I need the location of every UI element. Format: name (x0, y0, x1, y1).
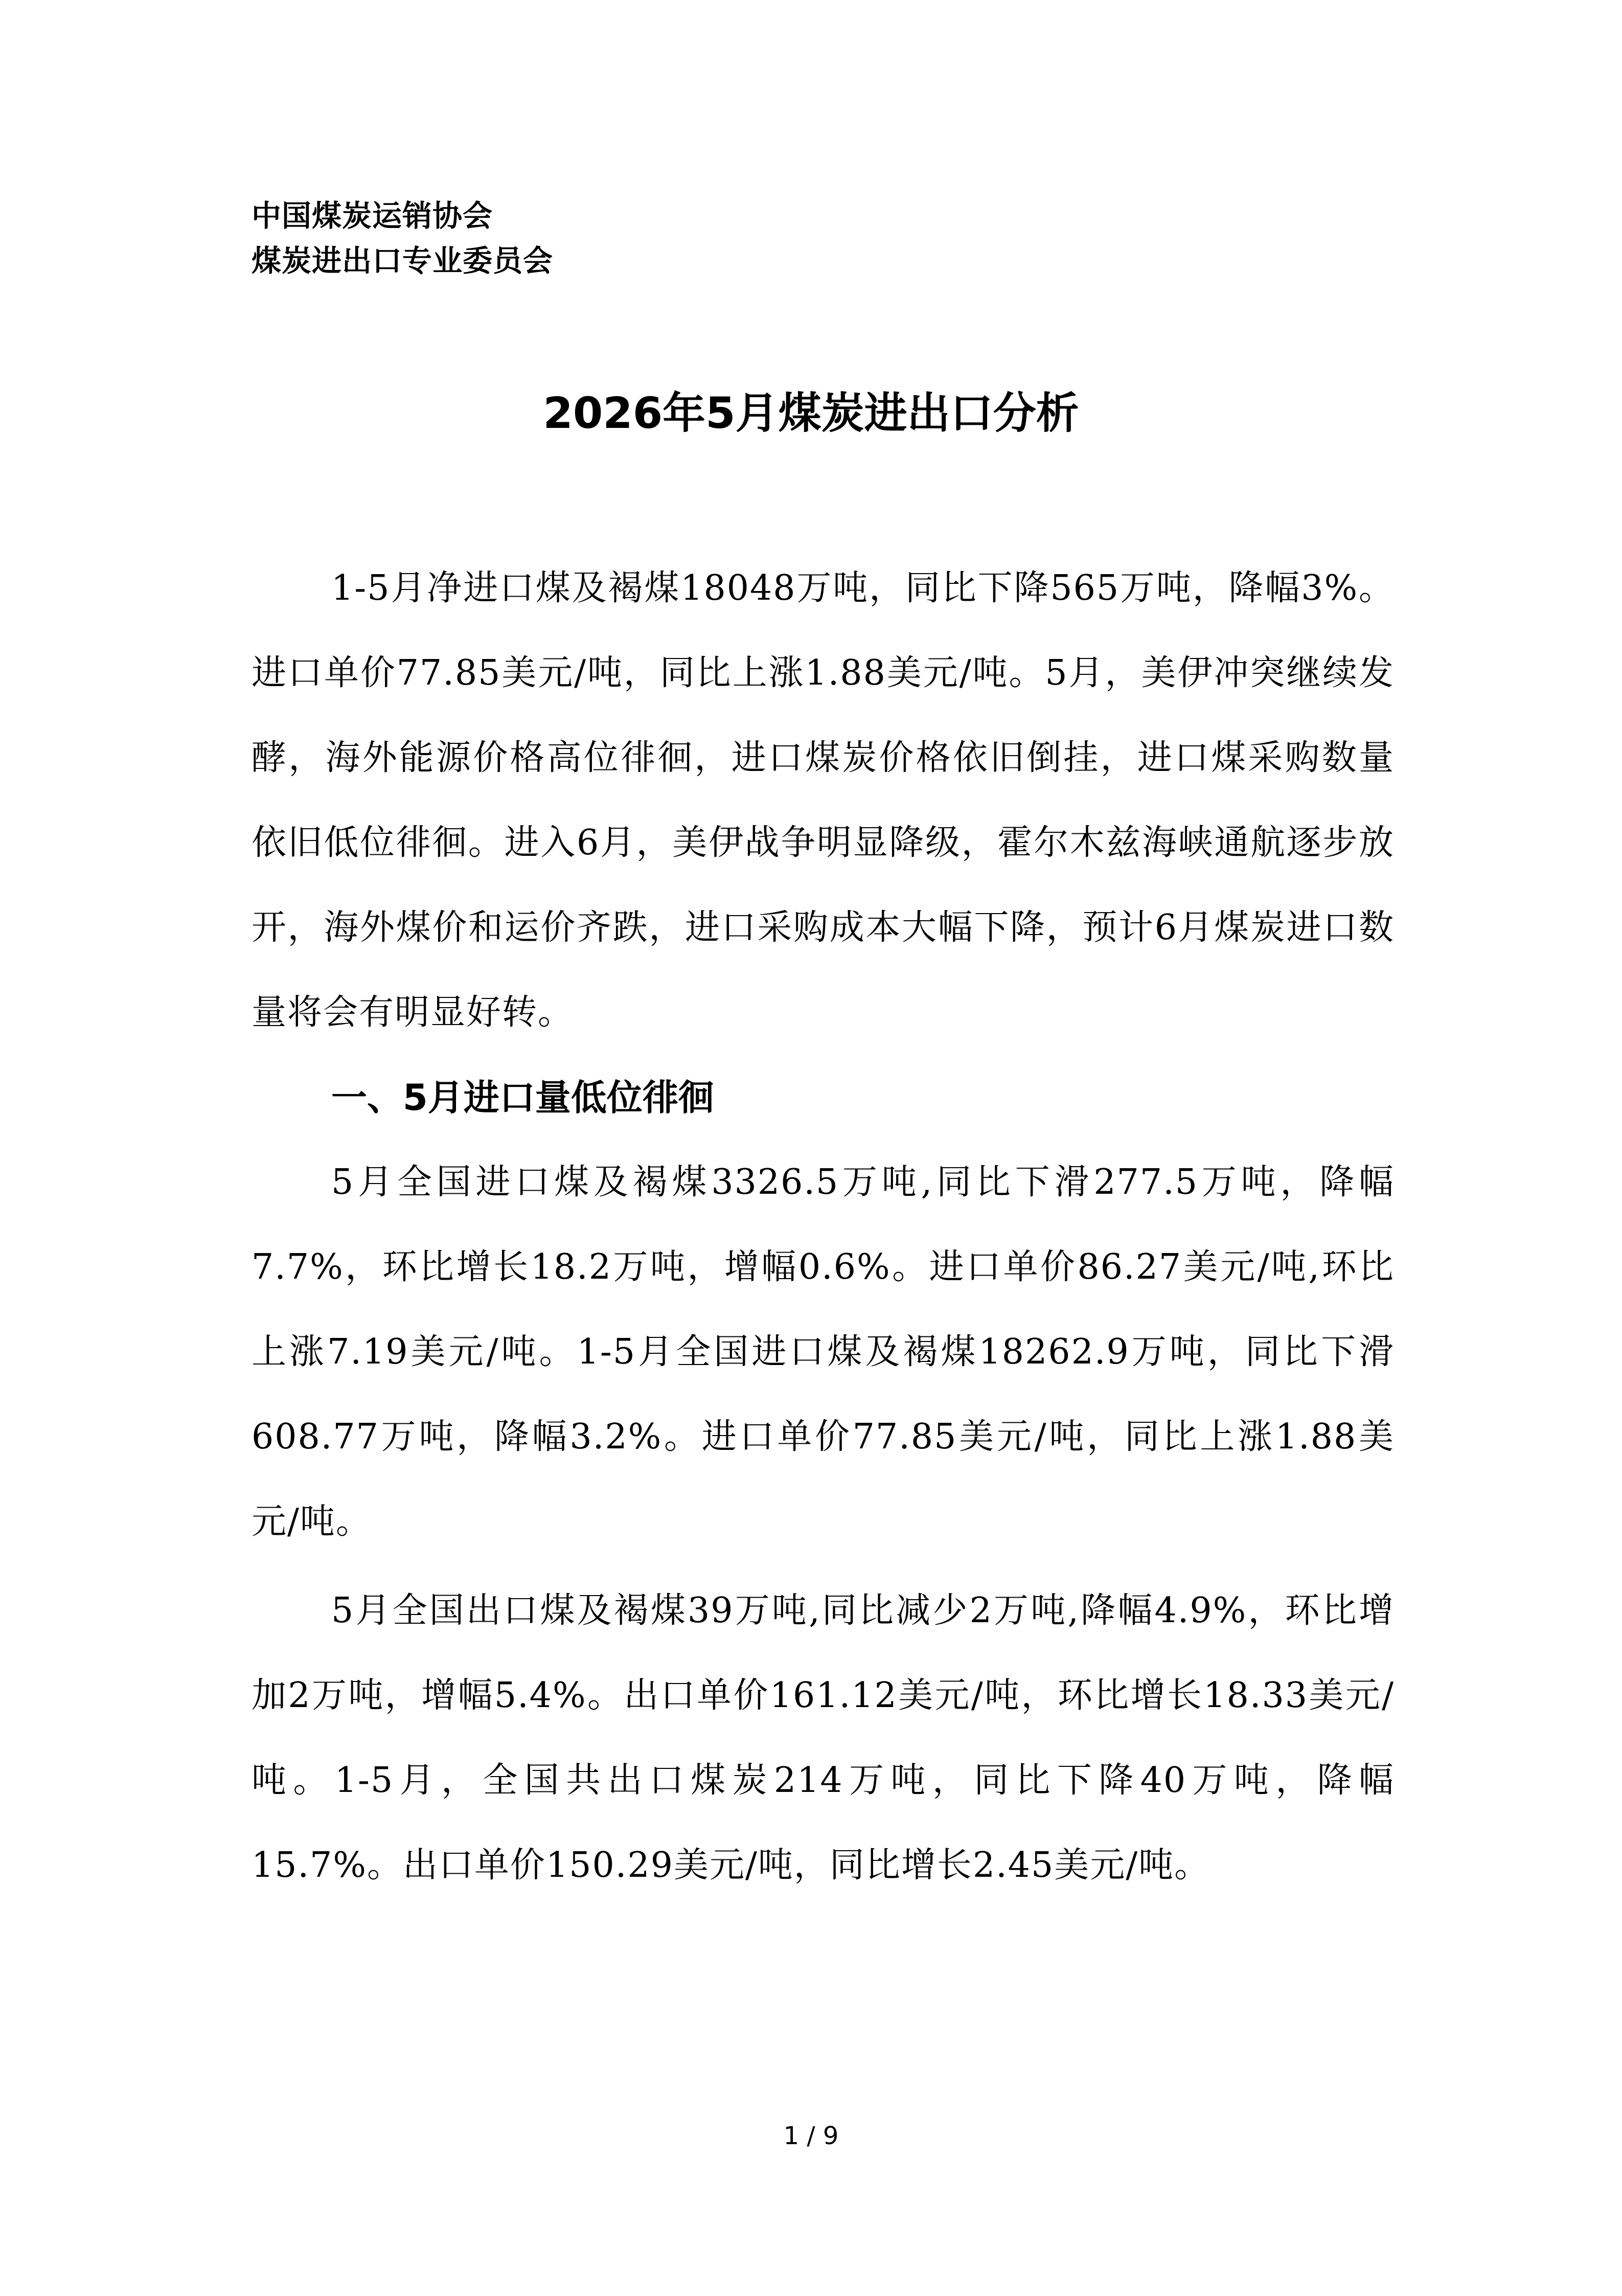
export-paragraph: 5月全国出口煤及褐煤39万吨,同比减少2万吨,降幅4.9%，环比增加2万吨，增幅5.4%。出口单价161.12美元/吨，环比增长18.33美元/吨。1-5月，全国共出口煤炭214万吨，同比下降40万吨，降幅15.7%。出口单价150.29美元/吨，同比增长2.45美元/吨。 (252, 1590, 1395, 1885)
import-paragraph: 5月全国进口煤及褐煤3326.5万吨,同比下滑277.5万吨，降幅7.7%，环比增长18.2万吨，增幅0.6%。进口单价86.27美元/吨,环比上涨7.19美元/吨。1-5月全国进口煤及褐煤18262.9万吨，同比下滑608.77万吨，降幅3.2%。进口单价77.85美元/吨，同比上涨1.88美元/吨。 (252, 1162, 1395, 1542)
intro-paragraph: 1-5月净进口煤及褐煤18048万吨，同比下降565万吨，降幅3%。进口单价77.85美元/吨，同比上涨1.88美元/吨。5月，美伊冲突继续发酵，海外能源价格高位徘徊，进口煤炭价格依旧倒挂，进口煤采购数量依旧低位徘徊。进入6月，美伊战争明显降级，霍尔木兹海峡通航逐步放开，海外煤价和运价齐跌，进口采购成本大幅下降，预计6月煤炭进口数量将会有明显好转。 (252, 568, 1395, 1033)
document-title: 2026年5月煤炭进出口分析 (543, 388, 1079, 438)
document-body (252, 546, 1395, 1908)
page-number: 1 / 9 (783, 2122, 839, 2150)
section-heading-1: 一、5月进口量低位徘徊 (331, 1077, 714, 1119)
org-name-line1: 中国煤炭运销协会 (252, 198, 493, 233)
org-name-line2: 煤炭进出口专业委员会 (252, 243, 554, 278)
issuing-organization (252, 193, 553, 283)
